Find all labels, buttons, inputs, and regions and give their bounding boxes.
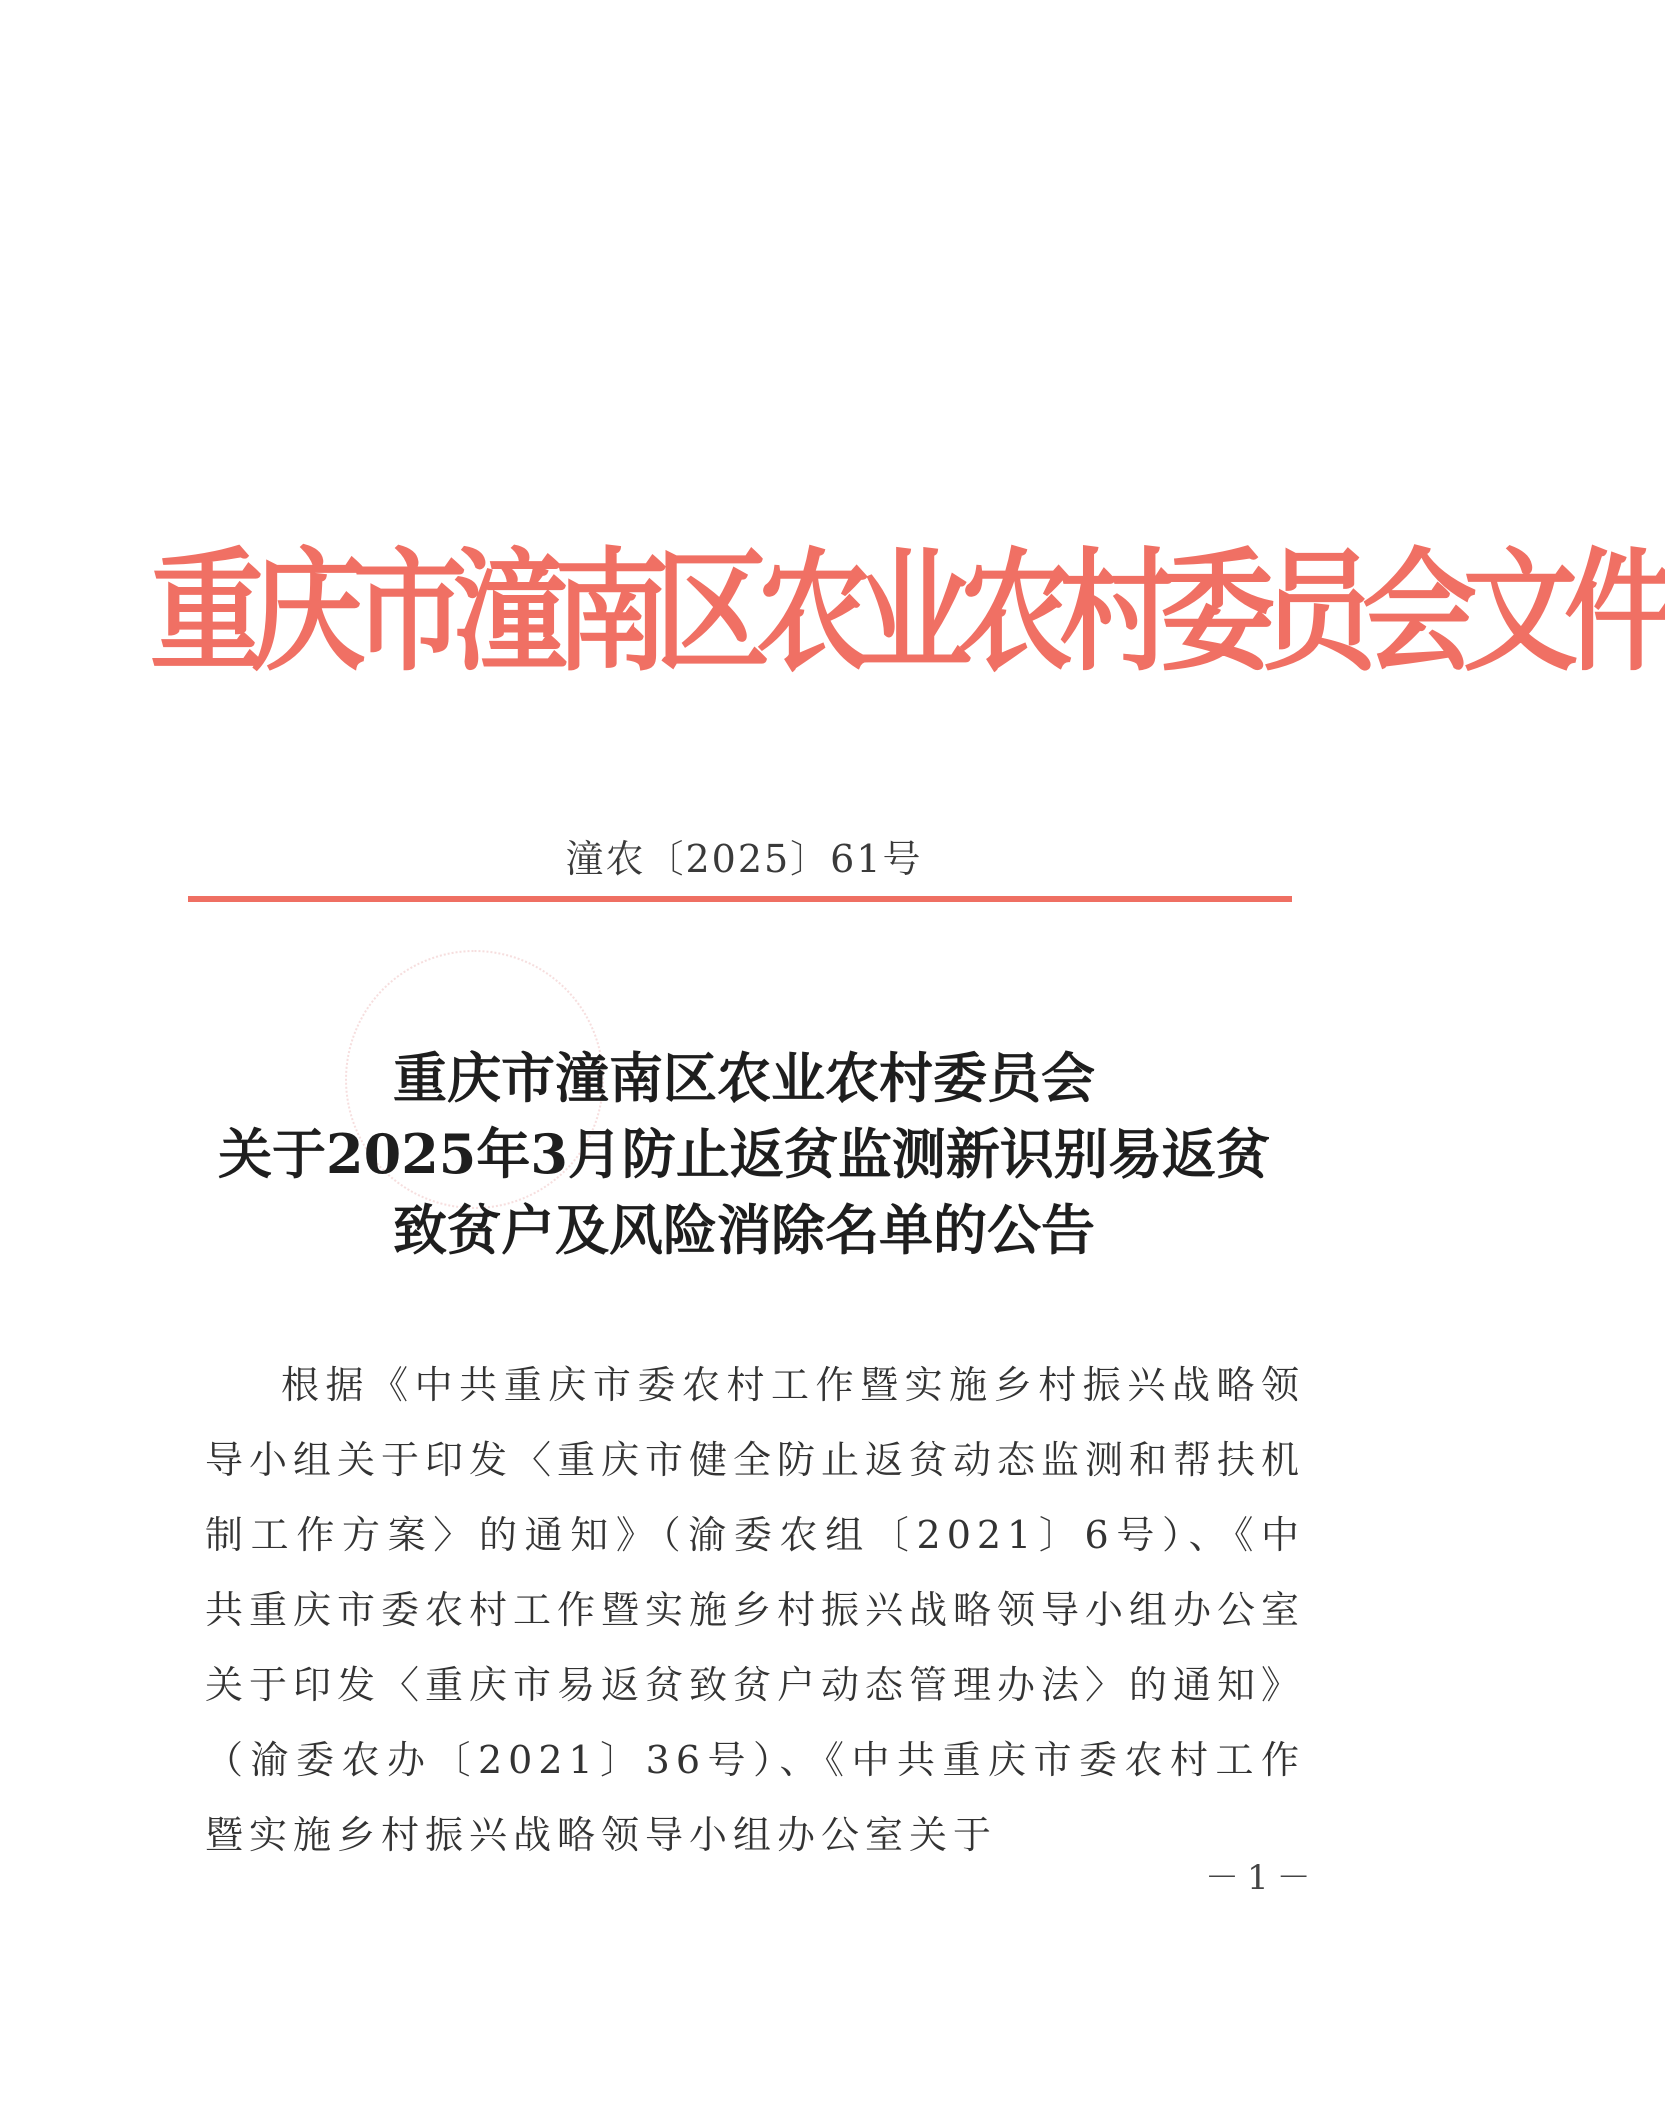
document-number: 潼农〔2025〕61号 [565, 837, 923, 881]
red-divider-rule [188, 896, 1292, 902]
title-line-1: 重庆市潼南区农业农村委员会 [393, 1046, 1095, 1110]
issuer-banner: 重庆市潼南区农业农村委员会文件 [150, 535, 1665, 691]
document-title [150, 1040, 1338, 1268]
page-number: －1－ [1205, 1858, 1319, 1898]
body-paragraph: 根据《中共重庆市委农村工作暨实施乡村振兴战略领导小组关于印发〈重庆市健全防止返贫动态监测和帮扶机制工作方案〉的通知》（渝委农组〔2021〕6号）、《中共重庆市委农村工作暨实施乡村振兴战略领导小组办公室关于印发〈重庆市易返贫致贫户动态管理办法〉的通知》（渝委农办〔2021〕36号）、《中共重庆市委农村工作暨实施乡村振兴战略领导小组办公室关于 [205, 1363, 1306, 1857]
title-line-2: 关于2025年3月防止返贫监测新识别易返贫 [218, 1122, 1270, 1186]
title-line-3: 致贫户及风险消除名单的公告 [393, 1198, 1095, 1262]
